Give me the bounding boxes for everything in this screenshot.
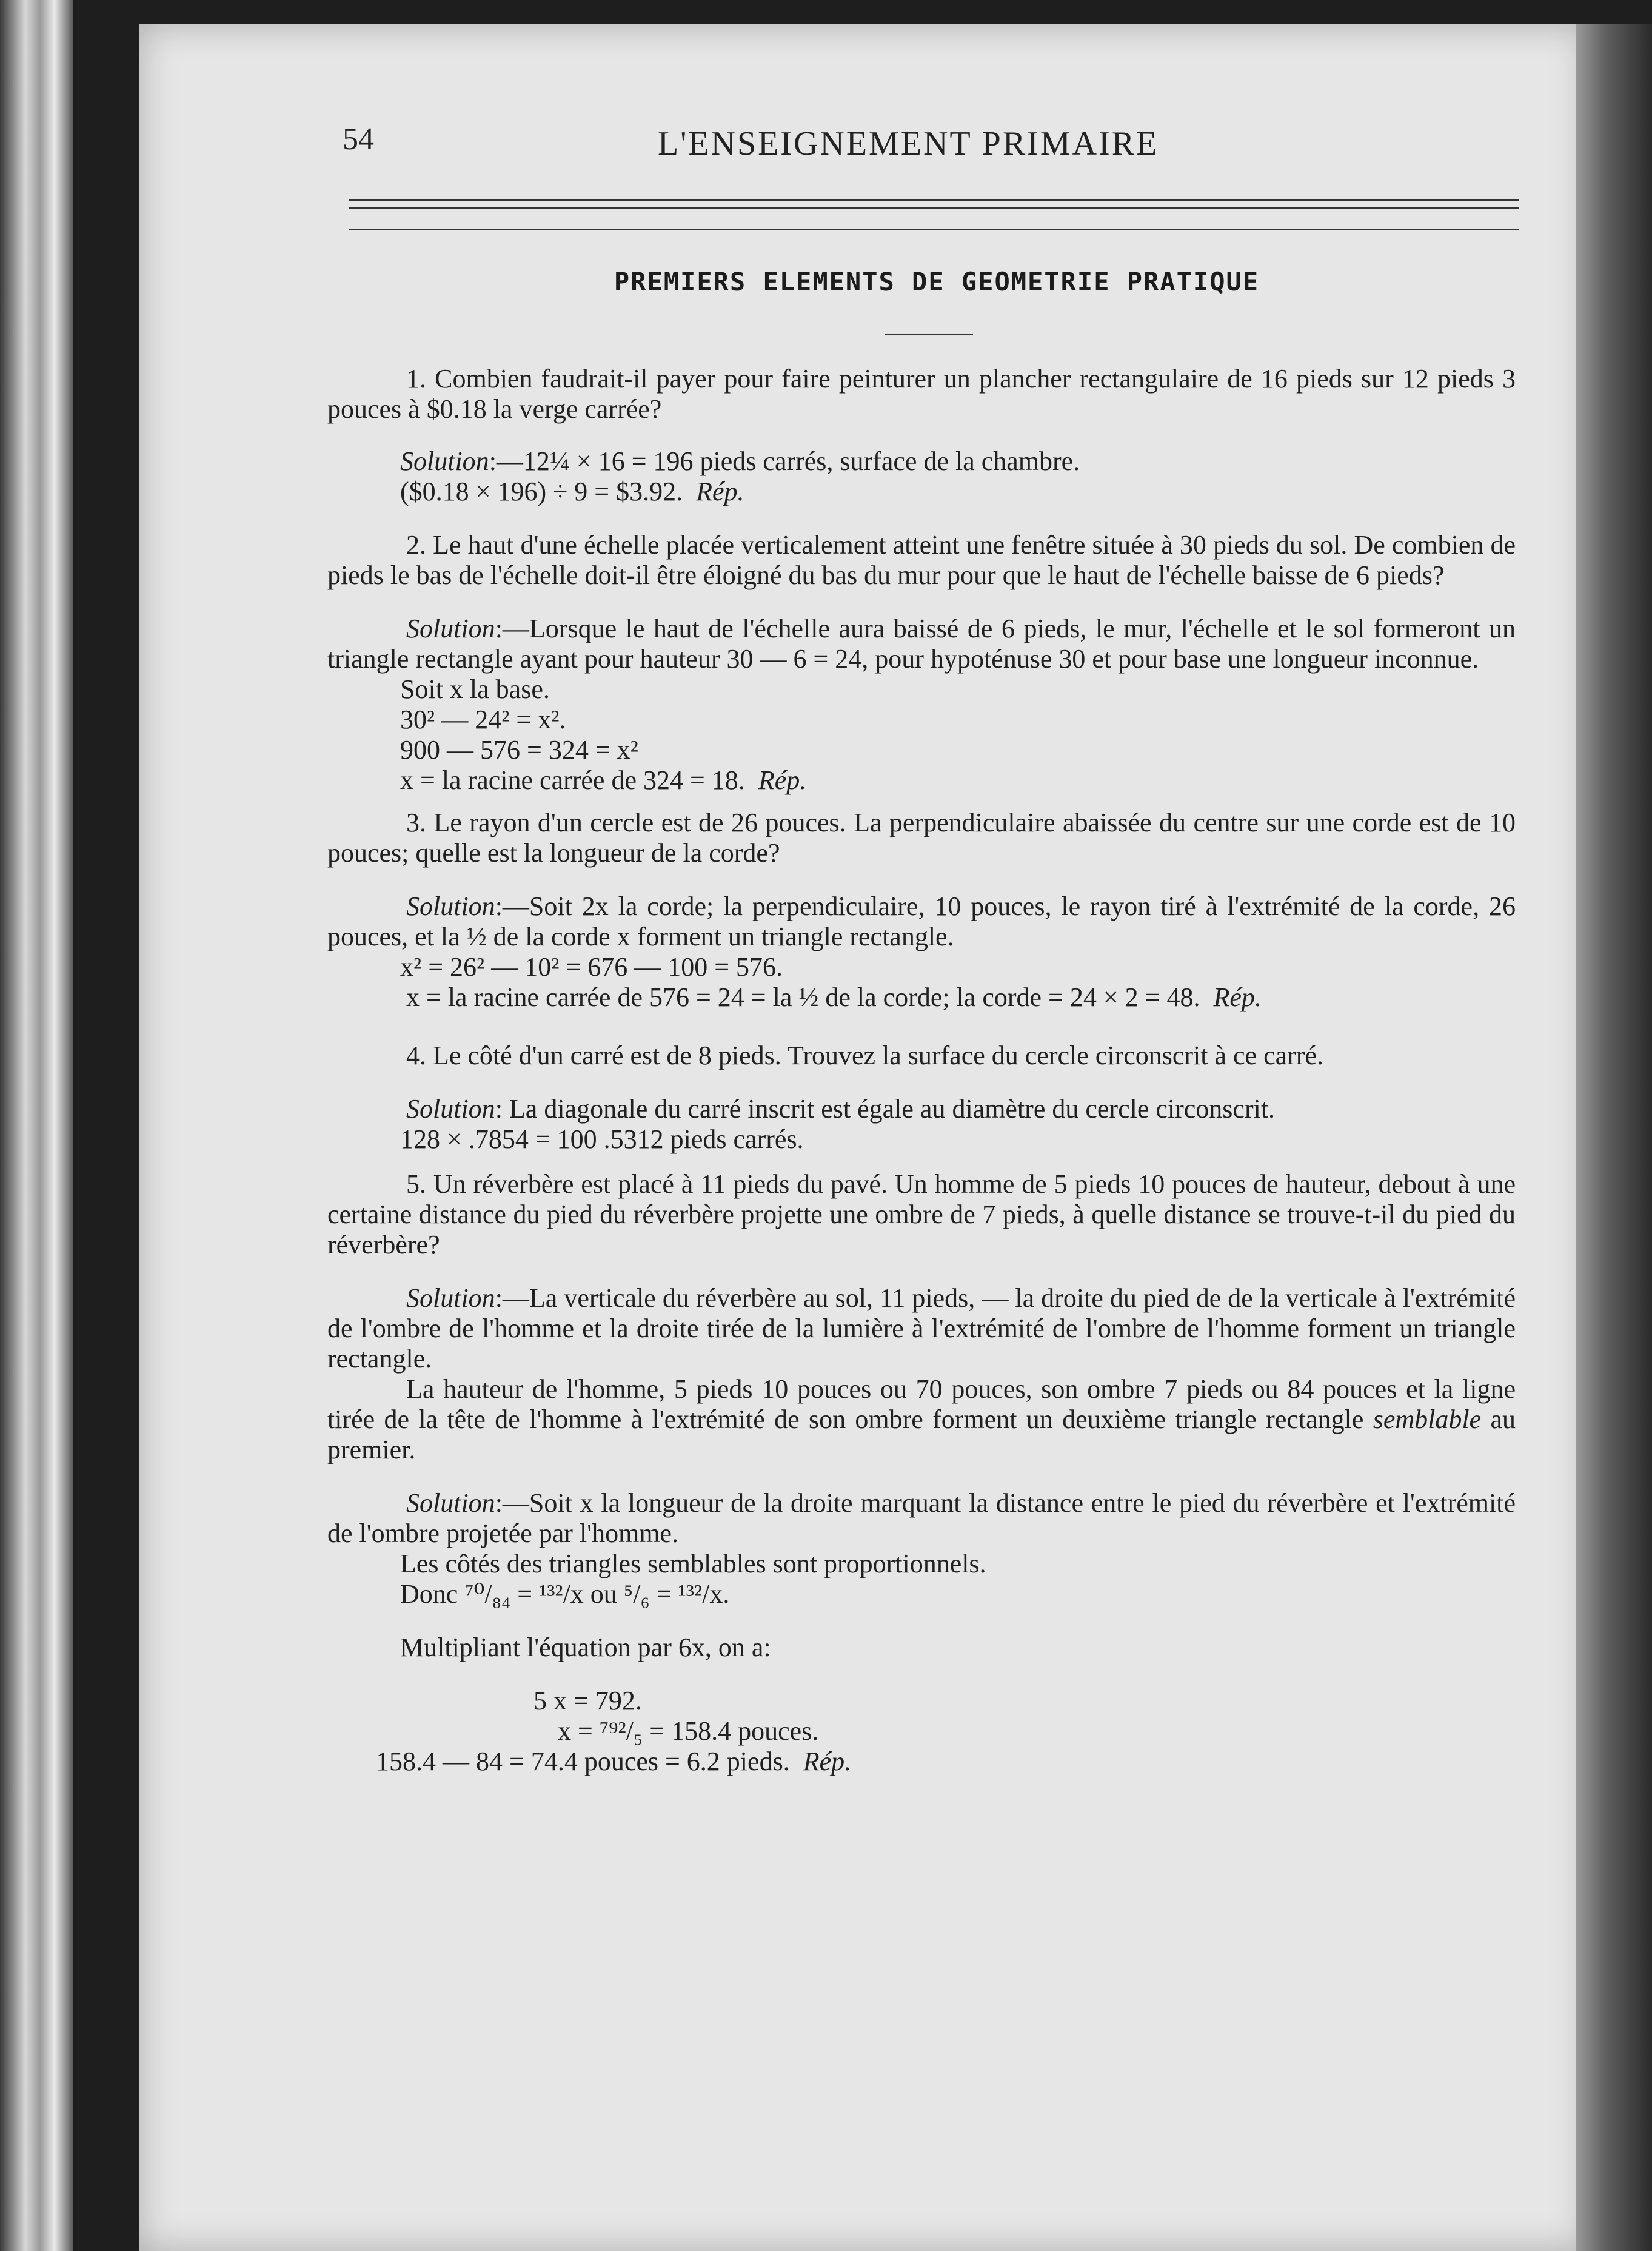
answer-label: Rép. <box>803 1746 852 1776</box>
problem-1-solution <box>327 446 1516 477</box>
answer-label: Rép. <box>696 477 744 506</box>
problem-4-question: 4. Le côté d'un carré est de 8 pieds. Trouvez la surface du cercle circonscrit à ce carré. <box>406 1041 1323 1070</box>
problem-1-question: 1. Combien faudrait-il payer pour faire peinturer un plancher rectangulaire de 16 pieds sur 12 pieds 3 pouces à $0.18 la verge carrée? <box>327 364 1516 424</box>
problem-3-line: x² = 26² — 10² = 676 — 100 = 576. <box>400 952 783 982</box>
solution-text: :—Lorsque le haut de l'échelle aura baissé de 6 pieds, le mur, l'échelle et le sol formeront un triangle rectangle ayant pour hauteur 30 — 6 = 24, pour hypoténuse 30 et pour base une longueur inconnue. <box>327 614 1516 674</box>
solution-text: : La diagonale du carré inscrit est égale au diamètre du cercle circonscrit. <box>495 1094 1276 1124</box>
problem-2-line: Soit x la base. <box>400 674 550 704</box>
problem-5-solution-2 <box>327 1488 1516 1549</box>
title-rule <box>885 334 973 335</box>
problem-3-line <box>327 982 1516 1013</box>
solution-text: La hauteur de l'homme, 5 pieds 10 pouces ou 70 pouces, son ombre 7 pieds ou 84 pouces et la ligne tirée de la tête de l'homme à l'extrémité de son ombre forment un deuxième triangle rectangle <box>327 1374 1516 1434</box>
solution-label: Solution <box>406 1283 495 1313</box>
solution-label: Solution <box>406 614 495 643</box>
problem-5-line: 5 x = 792. <box>533 1686 642 1716</box>
solution-text: au premier. <box>327 1404 1516 1464</box>
problem-2-solution <box>327 614 1516 674</box>
equation: x = la racine carrée de 324 = 18. <box>400 765 745 795</box>
problem-5-line: x = ⁷⁹²/₅ = 158.4 pouces. <box>558 1716 819 1746</box>
problem-5-line: Les côtés des triangles semblables sont proportionnels. <box>400 1549 986 1578</box>
solution-label: Solution <box>406 1488 495 1518</box>
solution-label: Solution <box>406 1094 495 1124</box>
problem-4-line: 128 × .7854 = 100 .5312 pieds carrés. <box>400 1124 804 1154</box>
header-rule <box>349 229 1519 230</box>
solution-label: Solution <box>406 891 495 921</box>
equation: ($0.18 × 196) ÷ 9 = $3.92. <box>400 477 683 506</box>
solution-text: :—La verticale du réverbère au sol, 11 pieds, — la droite du pied de de la verticale à l'extrémité de l'ombre de l'homme et la droite tirée de la lumière à l'extrémité de l'ombre de l'homme forment un triangle rectangle. <box>327 1283 1516 1374</box>
problem-1-line <box>327 477 1516 507</box>
answer-label: Rép. <box>758 765 807 795</box>
problem-2-question: 2. Le haut d'une échelle placée verticalement atteint une fenêtre située à 30 pieds du sol. De combien de pieds le bas de l'échelle doit-il être éloigné du bas du mur pour que le haut de l'échelle baisse de 6 pieds? <box>327 530 1516 590</box>
answer-label: Rép. <box>1213 982 1262 1012</box>
header-rule <box>349 207 1519 209</box>
problem-3-question: 3. Le rayon d'un cercle est de 26 pouces. La perpendiculaire abaissée du centre sur une corde est de 10 pouces; quelle est la longueur de la corde? <box>327 808 1516 868</box>
header-rule <box>349 199 1519 201</box>
book-binding-left <box>0 0 73 2251</box>
problem-5-solution <box>327 1283 1516 1374</box>
section-title: PREMIERS ELEMENTS DE GEOMETRIE PRATIQUE <box>614 267 1260 297</box>
solution-label: Solution <box>400 446 489 476</box>
problem-5-paragraph <box>327 1374 1516 1465</box>
problem-2-line: 30² — 24² = x². <box>400 705 566 734</box>
solution-text: :—Soit x la longueur de la droite marquant la distance entre le pied du réverbère et l'extrémité de l'ombre projetée par l'homme. <box>327 1488 1516 1548</box>
problem-3-solution <box>327 891 1516 952</box>
page-edge-right <box>1576 24 1652 2251</box>
problem-5-line <box>327 1746 1516 1777</box>
problem-5-question: 5. Un réverbère est placé à 11 pieds du pavé. Un homme de 5 pieds 10 pouces de hauteur, debout à une certaine distance du pied du réverbère projette une ombre de 7 pieds, à quelle distance se trouve-t-il du pied du réverbère? <box>327 1169 1516 1260</box>
solution-text: :—Soit 2x la corde; la perpendiculaire, 10 pouces, le rayon tiré à l'extrémité de la corde, 26 pouces, et la ½ de la corde x forment un triangle rectangle. <box>327 891 1516 951</box>
solution-text: :—12¼ × 16 = 196 pieds carrés, surface de la chambre. <box>489 446 1080 476</box>
running-title: L'ENSEIGNEMENT PRIMAIRE <box>658 125 1159 163</box>
equation: x = la racine carrée de 576 = 24 = la ½ de la corde; la corde = 24 × 2 = 48. <box>406 982 1200 1012</box>
emphasis: semblable <box>1373 1404 1482 1434</box>
problem-4-solution <box>327 1094 1516 1124</box>
problem-5-line: Multipliant l'équation par 6x, on a: <box>400 1632 771 1662</box>
problem-2-line: 900 — 576 = 324 = x² <box>400 735 638 765</box>
content <box>327 364 1516 1777</box>
equation: 158.4 — 84 = 74.4 pouces = 6.2 pieds. <box>376 1746 790 1776</box>
problem-2-line <box>327 765 1516 796</box>
problem-5-line: Donc ⁷⁰/₈₄ = ¹³²/x ou ⁵/₆ = ¹³²/x. <box>400 1579 730 1609</box>
page-number: 54 <box>343 122 374 156</box>
